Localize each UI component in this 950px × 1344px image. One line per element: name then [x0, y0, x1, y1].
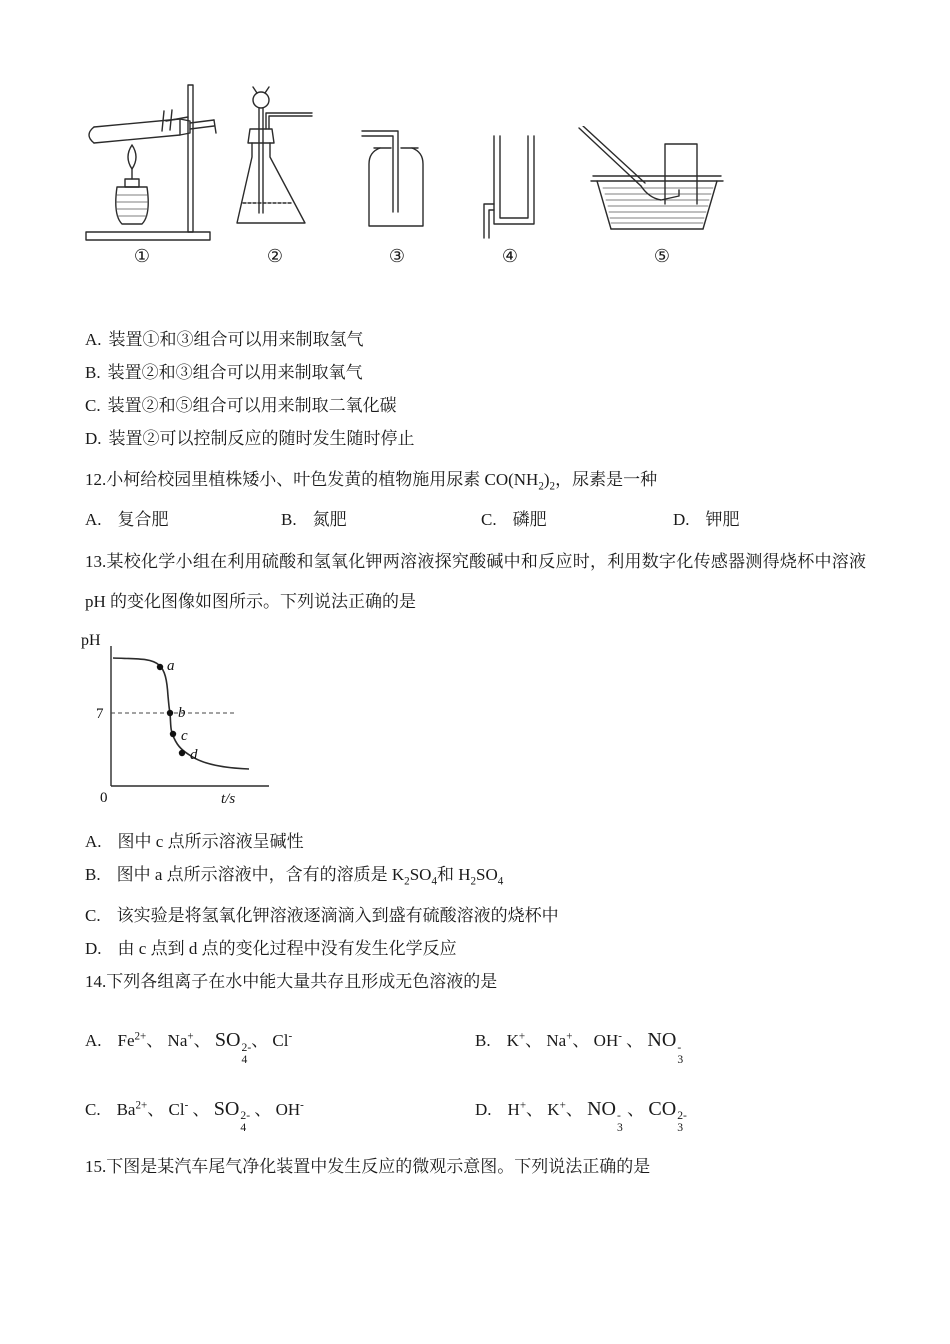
option-letter: A. [85, 330, 102, 349]
option-text: 图中 a 点所示溶液中，含有的溶质是 $K_2SO_4$和 $H_2SO_4$ [116, 865, 504, 888]
apparatus-label-1: ① [133, 246, 151, 266]
point-c-label: c [181, 728, 188, 745]
apparatus-label-3: ③ [388, 246, 406, 266]
q15-stem: 15.下图是某汽车尾气净化装置中发生反应的微观示意图。下列说法正确的是 [85, 1157, 651, 1177]
option-letter: D. [673, 510, 690, 530]
option-text: 装置②和③组合可以用来制取氧气 [107, 363, 363, 382]
option-letter: C. [481, 510, 497, 530]
option-text: 装置②和⑤组合可以用来制取二氧化碳 [107, 396, 397, 415]
option-text: 该实验是将氢氧化钾溶液逐滴滴入到盛有硫酸溶液的烧杯中 [116, 905, 559, 925]
q12-option-b [281, 503, 481, 536]
option-letter: A. [85, 510, 102, 530]
option-text: 装置①和③组合可以用来制取氢气 [108, 330, 364, 349]
q11-option-c [85, 389, 866, 422]
option-text: H+、 K+、 NO - 3 、 CO 2- 3 [507, 1097, 687, 1134]
x-axis-label: t/s [221, 791, 236, 808]
option-text: K+、 Na+、 OH- 、 NO - 3 [506, 1029, 684, 1066]
q14-option-a [85, 1014, 475, 1066]
option-text: 复合肥 [117, 510, 169, 530]
point-d-label: d [190, 747, 198, 764]
option-letter: A. [85, 832, 102, 852]
q11-option-a [85, 323, 866, 356]
option-text: $Fe^{2+}$、 Na+、 SO 2- 4 、 Cl- [117, 1029, 293, 1066]
option-text: 磷肥 [512, 510, 547, 530]
q13-options [85, 825, 866, 964]
option-letter: D. [85, 938, 102, 958]
q13-stem: 13.某校化学小组在利用硫酸和氢氧化钾两溶液探究酸碱中和反应时，利用数字化传感器测得烧杯中溶液 pH 的变化图像如图所示。下列说法正确的是 [85, 552, 866, 612]
q14-option-c [85, 1082, 475, 1134]
apparatus-label-2: ② [266, 246, 284, 266]
q13-option-a [85, 825, 866, 858]
option-letter: B. [85, 865, 101, 885]
option-text: 钾肥 [705, 510, 740, 530]
q12-option-c [481, 503, 673, 536]
origin-label: 0 [100, 790, 108, 807]
gas-collecting-device-diagram [474, 128, 546, 240]
q12-option-a [85, 503, 281, 536]
option-letter: C. [85, 396, 101, 415]
option-letter: D. [85, 429, 102, 448]
point-a-label: a [167, 658, 175, 675]
water-trough-collection-diagram [575, 126, 725, 238]
apparatus-label-4: ④ [501, 246, 519, 266]
option-letter: C. [85, 905, 101, 925]
q11-option-b [85, 356, 866, 389]
ph-vs-time-graph [77, 628, 287, 813]
heating-test-tube-with-alcohol-lamp-diagram [80, 75, 225, 247]
ph7-tick-label: 7 [96, 706, 104, 723]
q14-option-d [475, 1082, 687, 1134]
option-letter: D. [475, 1099, 492, 1119]
q14-option-b [475, 1014, 683, 1066]
apparatus-label-5: ⑤ [653, 246, 671, 266]
option-text: 装置②可以控制反应的随时发生随时停止 [108, 429, 415, 448]
option-text: 氮肥 [312, 510, 347, 530]
ph-curve-figure [77, 628, 866, 813]
y-axis-label: pH [81, 632, 101, 650]
option-letter: C. [85, 1099, 101, 1119]
q12-stem: 12.小柯给校园里植株矮小、叶色发黄的植物施用尿素 $CO(NH_2)_2$，尿素是一种 [85, 470, 658, 493]
option-text: $Ba^{2+}$、 Cl- 、 SO 2- 4 、 OH- [116, 1097, 304, 1134]
q14-options-row-2 [85, 1082, 866, 1134]
option-letter: A. [85, 1031, 102, 1051]
apparatus-figure [0, 0, 950, 295]
q13-option-b [85, 858, 866, 898]
q13-option-c [85, 899, 866, 932]
q12-options [85, 503, 866, 536]
option-text: 图中 c 点所示溶液呈碱性 [117, 832, 304, 852]
q14-options-row-1 [85, 1014, 866, 1066]
q14-stem: 14.下列各组离子在水中能大量共存且形成无色溶液的是 [85, 971, 498, 991]
flask-with-thistle-funnel-diagram [232, 85, 317, 237]
option-letter: B. [281, 510, 297, 530]
q12-option-d [673, 503, 740, 536]
option-letter: B. [475, 1031, 491, 1051]
option-letter: B. [85, 363, 101, 382]
q11-option-d [85, 422, 866, 455]
option-text: 由 c 点到 d 点的变化过程中没有发生化学反应 [117, 938, 457, 958]
q11-options [85, 323, 866, 455]
gas-collecting-bottle-diagram [356, 126, 436, 238]
q13-option-d [85, 932, 866, 965]
point-b-label: b [178, 705, 186, 722]
